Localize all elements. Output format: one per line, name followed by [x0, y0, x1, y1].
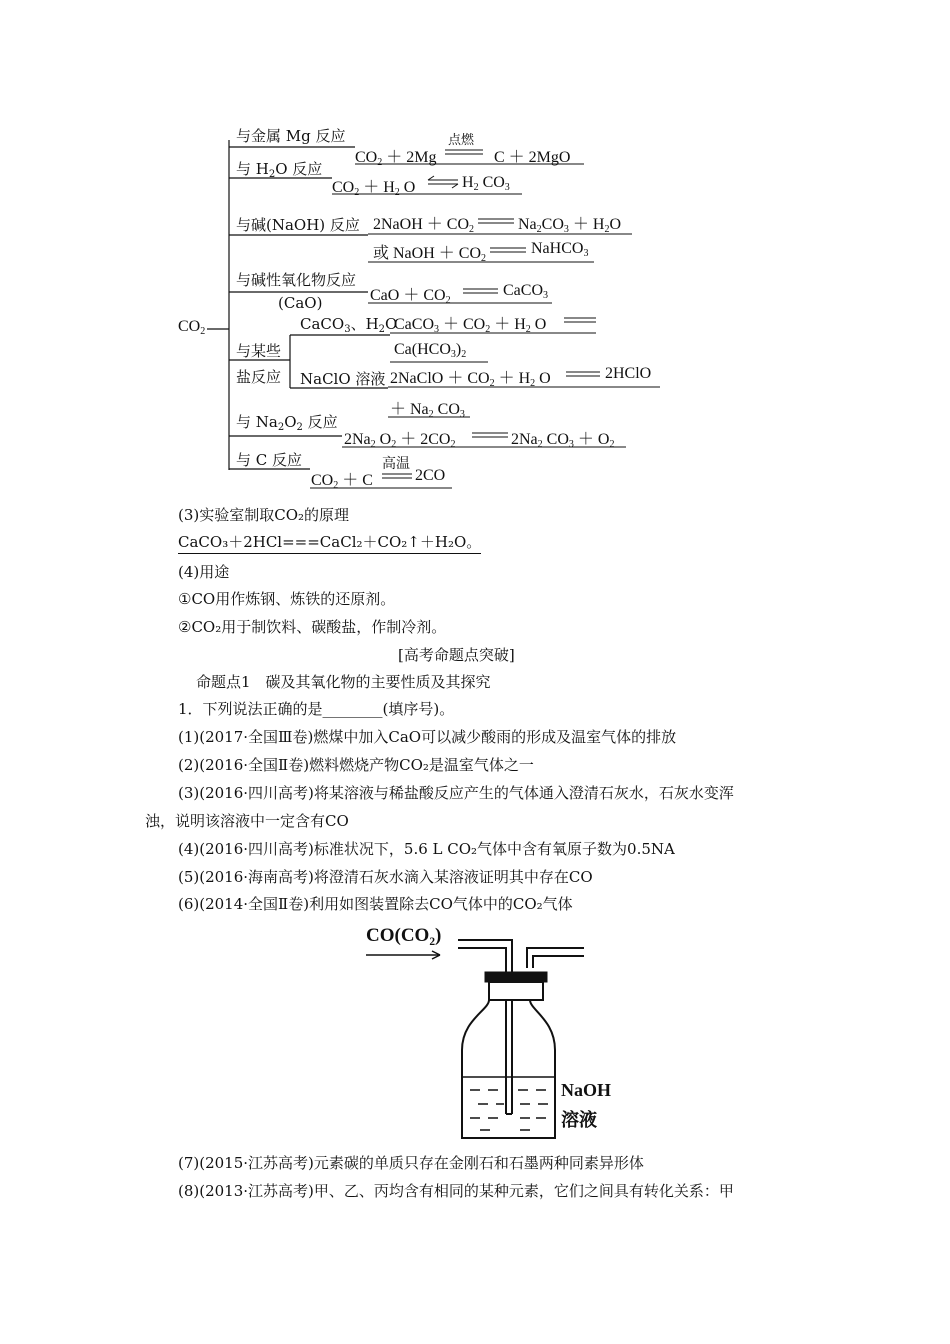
section4-item1: ①CO用作炼钢、炼铁的还原剂。: [178, 590, 396, 608]
eq-na2o2-left: $2Na_2$ $O_2 + 2CO_2$: [344, 431, 456, 450]
root-sub: 2: [200, 326, 206, 337]
branch-naoh-label: 与碱(NaOH) 反应: [236, 216, 360, 234]
eq-naoh-1-left: 2NaOH ＋ $CO_2$: [373, 216, 474, 235]
eq-naoh-1-right: $Na_2CO_3 + H_2O$: [518, 216, 622, 235]
statement-3a: (3)(2016·四川高考)将某溶液与稀盐酸反应产生的气体通入澄清石灰水，石灰水变浑: [178, 784, 734, 802]
eq-h2o-left: $CO_2 + H_2$ O: [332, 179, 416, 198]
eq-c-left: $CO_2 + C$: [311, 472, 373, 491]
section4-heading: (4)用途: [178, 563, 230, 581]
branch-salt-label-2: 盐反应: [236, 368, 282, 386]
branch-mg-label: 与金属 Mg 反应: [236, 127, 346, 145]
eq-mg-left: $CO_2 + 2Mg$: [355, 149, 437, 168]
branch-na2o2-label: 与 $Na_2O_2$ 反应: [236, 413, 338, 433]
eq-naclo-right: 2HClO: [605, 365, 652, 382]
question-1: 1．下列说法正确的是________(填序号)。: [178, 700, 455, 718]
root-formula: CO: [178, 318, 201, 335]
eq-naoh-2-left: 或 NaOH ＋ $CO_2$: [373, 245, 486, 264]
eq-naclo-left: 2NaClO ＋ $CO_2 + H_2$ O: [390, 370, 551, 389]
eq-na2o2-right: $2Na_2$ $CO_3 + O_2$: [511, 431, 615, 450]
apparatus-liquid-label-1: NaOH: [561, 1080, 612, 1100]
eq-cao-right: CaCO$_3$: [503, 282, 548, 301]
eq-caco3-right: $Ca(HCO_3)_2$: [394, 341, 467, 360]
statement-7: (7)(2015·江苏高考)元素碳的单质只存在金刚石和石墨两种同素异形体: [178, 1154, 644, 1172]
statement-8: (8)(2013·江苏高考)甲、乙、丙均含有相同的某种元素，它们之间具有转化关系：甲: [178, 1182, 734, 1200]
apparatus-gas-label: CO(CO₂): [366, 925, 442, 946]
eq-h2o-right: $H_2$ $CO_3$: [462, 174, 510, 193]
apparatus-liquid-label-2: 溶液: [561, 1110, 597, 1131]
statement-5: (5)(2016·海南高考)将澄清石灰水滴入某溶液证明其中存在CO: [178, 868, 593, 886]
section3-equation: CaCO₃＋2HCl===CaCl₂＋CO₂↑＋H₂O。: [178, 531, 481, 554]
statement-3b: 浊，说明该溶液中一定含有CO: [145, 812, 349, 830]
branch-h2o-label: 与 $H_2O$ 反应: [236, 160, 323, 180]
eq-caco3-left: CaCO$_3$ ＋ $CO_2 + H_2$ O: [394, 316, 547, 335]
branch-oxide-label: 与碱性氧化物反应: [236, 271, 357, 289]
branch-mg-condition: 点燃: [448, 133, 475, 148]
eq-cao-left: CaO ＋ $CO_2$: [370, 287, 451, 306]
exam-point-title: 命题点1 碳及其氧化物的主要性质及其探究: [196, 673, 491, 691]
eq-naoh-2-right: NaHCO$_3$: [531, 240, 589, 259]
eq-c-right: 2CO: [415, 467, 446, 484]
section3-heading: (3)实验室制取CO₂的原理: [178, 506, 350, 524]
statement-1: (1)(2017·全国Ⅲ卷)燃煤中加入CaO可以减少酸雨的形成及温室气体的排放: [178, 728, 677, 746]
eq-naclo-cont: ＋ $Na_2$ $CO_3$: [390, 401, 465, 420]
branch-oxide-sublabel: (CaO): [278, 294, 323, 312]
statement-2: (2)(2016·全国Ⅱ卷)燃料燃烧产物CO₂是温室气体之一: [178, 756, 534, 774]
eq-mg-right: C ＋ 2MgO: [494, 149, 571, 166]
statement-4: (4)(2016·四川高考)标准状况下，5.6 L CO₂气体中含有氧原子数为0.5NA: [178, 840, 675, 858]
branch-salt-label-1: 与某些: [236, 342, 282, 360]
branch-caco3-label: CaCO$_3$、$H_2O$: [300, 315, 398, 335]
statement-6: (6)(2014·全国Ⅱ卷)利用如图装置除去CO气体中的CO₂气体: [178, 895, 573, 913]
branch-c-label: 与 C 反应: [236, 451, 303, 469]
exam-bracket-title: [高考命题点突破]: [398, 646, 515, 664]
branch-c-condition: 高温: [382, 456, 410, 472]
branch-naclo-label: NaClO 溶液: [300, 370, 386, 388]
section4-item2: ②CO₂用于制饮料、碳酸盐，作制冷剂。: [178, 618, 447, 636]
